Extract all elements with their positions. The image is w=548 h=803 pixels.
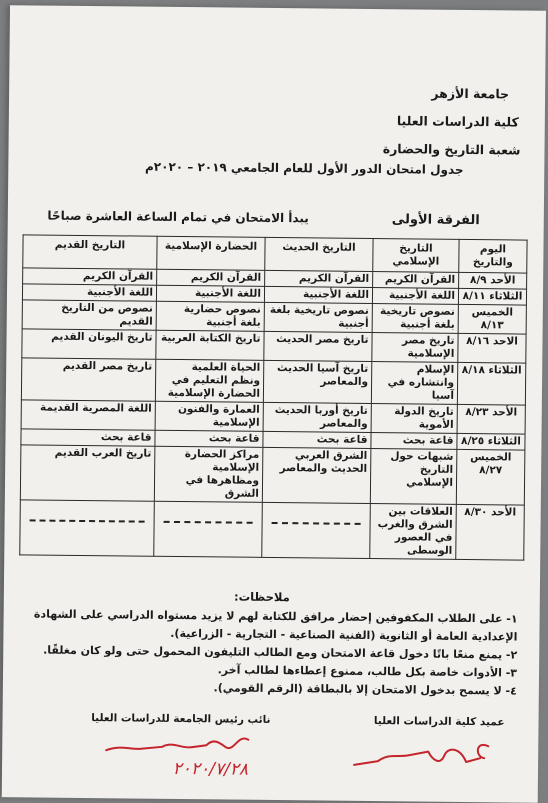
column-header: التاريخ الإسلامي bbox=[373, 239, 459, 273]
table-cell: تاريخ الكتابة العربية bbox=[156, 330, 264, 360]
table-cell: تاريخ أوربا الحديث والمعاصر bbox=[263, 402, 371, 432]
table-cell: القرآن الكريم bbox=[373, 272, 459, 289]
table-cell: مراكز الحضارة الإسلامية ومظاهرها في الشرق bbox=[154, 446, 263, 502]
table-cell: الأحد ٨/٢٣ bbox=[457, 404, 525, 434]
table-cell: قاعة بحث bbox=[263, 431, 371, 448]
handwritten-date: ٢٠٢٠/٧/٢٨ bbox=[172, 758, 249, 780]
table-cell: الإسلام وانتشاره في آسيا bbox=[371, 362, 457, 405]
dash-line bbox=[164, 521, 253, 524]
table-cell: تاريخ مصر القديم bbox=[21, 358, 155, 401]
table-cell: تاريخ مصر الحديث bbox=[264, 331, 372, 361]
column-header: التاريخ الحديث bbox=[265, 237, 373, 271]
document-title: جدول امتحان الدور الأول للعام الجامعي ٢٠١٩ – ٢٠٢٠م bbox=[144, 159, 464, 177]
group-label: الفرقة الأولى bbox=[391, 212, 480, 229]
table-cell: تاريخ آسيا الحديث والمعاصر bbox=[263, 360, 371, 403]
table-cell: القرآن الكريم bbox=[23, 268, 157, 285]
table-cell: الحياة العلمية ونظم التعليم في الحضارة الإسلامية bbox=[155, 359, 263, 402]
table-cell: الثلاثاء ٨/٢٥ bbox=[457, 433, 525, 450]
table-cell: اللغة الأجنبية bbox=[372, 288, 458, 305]
table-cell: الثلاثاء ٨/١٨ bbox=[457, 362, 525, 405]
empty-cell-dashed bbox=[262, 502, 371, 558]
table-row bbox=[20, 500, 525, 560]
exam-schedule-table bbox=[19, 234, 527, 560]
dean-handwritten-signature bbox=[348, 731, 498, 777]
table-cell: نصوص تاريخية بلغة أجنبية bbox=[264, 302, 372, 332]
note-item: ٤- لا يسمح بدخول الامتحان إلا بالبطاقة (الرقم القومي). bbox=[213, 681, 517, 698]
table-cell: نصوص تاريخية بلغة أجنبية bbox=[372, 304, 458, 334]
table-cell: قاعة بحث bbox=[155, 430, 263, 447]
table-cell: تاريخ مصر الإسلامية bbox=[372, 333, 458, 363]
note-item: ٢- يمنع منعًا باتًا دخول قاعة الامتحان ومع الطالب التليفون المحمول حتى ولو كان مغلقًا. bbox=[43, 643, 518, 662]
table-cell: الأحد ٨/٩ bbox=[459, 272, 527, 289]
column-header: اليوم والتاريخ bbox=[459, 239, 527, 273]
dash-line bbox=[272, 522, 361, 525]
table-cell: اللغة المصرية القديمة bbox=[21, 400, 155, 430]
table-cell: القرآن الكريم bbox=[157, 269, 265, 286]
table-cell: قاعة بحث bbox=[371, 432, 457, 449]
note-item: ٣- الأدوات خاصة بكل طالب، ممنوع إعطاءها لطالب آخر. bbox=[217, 663, 518, 680]
empty-cell-dashed bbox=[154, 501, 263, 557]
table-cell: تاريخ اليونان القديم bbox=[22, 329, 156, 359]
table-cell: الخميس ٨/٢٧ bbox=[456, 449, 525, 505]
notes-list bbox=[17, 605, 518, 700]
table-cell: الثلاثاء ٨/١١ bbox=[458, 288, 526, 305]
table-cell: العلاقات بين الشرق والغرب في العصور الوسطى bbox=[370, 503, 457, 559]
table-cell: تاريخ العرب القديم bbox=[20, 445, 155, 501]
table-cell: قاعة بحث bbox=[21, 429, 155, 446]
table-cell: تاريخ الدولة الأموية bbox=[371, 403, 457, 433]
notes-title: ملاحظات: bbox=[233, 589, 290, 605]
table-cell: الشرق العربي الحديث والمعاصر bbox=[262, 447, 371, 503]
table-cell: شبهات حول التاريخ الإسلامي bbox=[370, 448, 457, 504]
dash-line bbox=[30, 519, 145, 522]
table-cell: القرآن الكريم bbox=[265, 270, 373, 287]
division-name: شعبة التاريخ والحضارة bbox=[382, 141, 521, 158]
note-item: ١- على الطلاب المكفوفين إحضار مرافق للكتابة لهم لا يزيد مستواه الدراسي على الشهادة الإعدادية العامة أو الثانوية (الفنية الصناعية - التجارية - الزراعية). bbox=[33, 607, 518, 644]
table-cell: اللغة الأجنبية bbox=[22, 284, 156, 301]
column-header: التاريخ القديم bbox=[23, 235, 157, 269]
vp-handwritten-signature bbox=[102, 728, 252, 760]
vp-signature-label: نائب رئيس الجامعة للدراسات العليا bbox=[91, 712, 271, 726]
empty-cell-dashed bbox=[20, 500, 155, 556]
table-cell: نصوص من التاريخ القديم bbox=[22, 300, 156, 330]
column-header: الحضارة الإسلامية bbox=[157, 236, 265, 270]
dean-signature-label: عميد كلية الدراسات العليا bbox=[373, 715, 505, 729]
table-cell: الاحد ٨/١٦ bbox=[458, 333, 526, 363]
faculty-name: كلية الدراسات العليا bbox=[396, 113, 519, 130]
table-cell: الأحد ٨/٣٠ bbox=[456, 504, 525, 560]
table-cell: الخميس ٨/١٣ bbox=[458, 304, 526, 334]
table-row bbox=[21, 358, 525, 405]
table-cell: اللغة الأجنبية bbox=[264, 286, 372, 303]
table-header-row bbox=[23, 235, 527, 273]
table-cell: نصوص حضارية بلغة أجنبية bbox=[156, 301, 264, 331]
table-cell: العمارة والفنون الإسلامية bbox=[155, 401, 263, 431]
university-name: جامعة الأزهر bbox=[431, 85, 510, 102]
document-page bbox=[2, 5, 546, 803]
table-cell: اللغة الأجنبية bbox=[156, 285, 264, 302]
table-row bbox=[20, 445, 525, 505]
start-time-note: يبدأ الامتحان في تمام الساعة العاشرة صباحًا bbox=[47, 208, 309, 226]
